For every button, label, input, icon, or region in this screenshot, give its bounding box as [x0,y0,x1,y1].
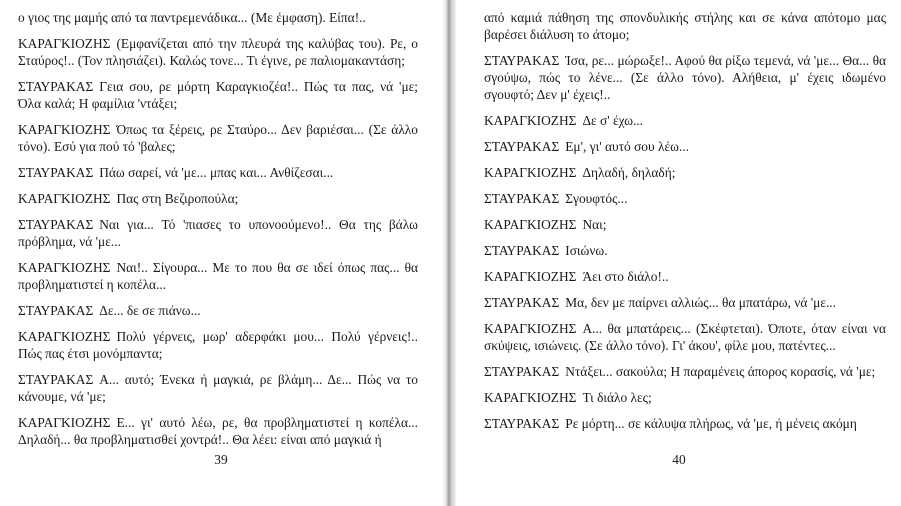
dialogue-paragraph [18,9,418,26]
dialogue-text: Εμ', γι' αυτό σου λέω... [565,139,689,154]
dialogue-paragraph [484,138,886,155]
dialogue-paragraph [18,216,418,250]
dialogue-paragraph [484,9,886,43]
dialogue-paragraph [484,415,886,432]
dialogue-paragraph [484,363,886,380]
left-page-text [18,9,418,457]
page-number-left: 39 [214,452,228,467]
dialogue-paragraph [18,121,418,155]
speaker-name: ΣΤΑΥΡΑΚΑΣ [484,243,560,258]
dialogue-text: Ντάξει... σακούλα; Η παραμένεις άπορος κορασίς, νά 'με; [565,364,876,379]
dialogue-text: Γεια σου, ρε μόρτη Καραγκιοζέα!.. Πώς τα πας, νά 'με; Όλα καλά; Η φαμίλια 'ντάξει; [18,79,418,111]
speaker-name: ΚΑΡΑΓΚΙΟΖΗΣ [484,165,577,180]
dialogue-text: (Εμφανίζεται από την πλευρά της καλύβας του). Ρε, ο Σταύρος!.. (Τον πλησιάζει). Καλώς τονε... Τι έγινε, ρε παλιομακαντάση; [18,36,418,68]
book-gutter [442,0,457,506]
speaker-name: ΚΑΡΑΓΚΙΟΖΗΣ [18,122,111,137]
dialogue-text: Μα, δεν με παίρνει αλλιώς... θα μπατάρω, νά 'με... [565,295,836,310]
dialogue-text: από καμιά πάθηση της σπονδυλικής στήλης και σε κάνα απότομο μας βαρέσει διάλυση το άτομο; [484,10,886,42]
dialogue-text: Σγουφτός... [565,191,628,206]
dialogue-text: Ε... γι' αυτό λέω, ρε, θα προβληματιστεί η κοπέλα... Δηλαδή... θα προβληματισθεί χοντρά!.. Θα λέει: είναι από μαγκιά ή [18,415,418,447]
dialogue-paragraph [18,78,418,112]
dialogue-paragraph [484,242,886,259]
speaker-name: ΣΤΑΥΡΑΚΑΣ [18,372,94,387]
dialogue-paragraph [484,112,886,129]
dialogue-paragraph [18,414,418,448]
dialogue-text: Α... αυτό; Ένεκα ή μαγκιά, ρε βλάμη... Δε... Πώς να το κάνουμε, νά 'με; [18,372,418,404]
dialogue-paragraph [484,164,886,181]
dialogue-text: Δε... δε σε πιάνω... [99,303,201,318]
speaker-name: ΣΤΑΥΡΑΚΑΣ [484,416,560,431]
right-page-text [484,9,886,441]
dialogue-text: Ναι!.. Σίγουρα... Με το που θα σε ιδεί όπως πας... θα προβληματιστεί η κοπέλα... [18,260,418,292]
dialogue-paragraph [484,216,886,233]
speaker-name: ΚΑΡΑΓΚΙΟΖΗΣ [484,113,577,128]
dialogue-paragraph [484,52,886,103]
dialogue-text: Δηλαδή, δηλαδή; [582,165,676,180]
dialogue-text: Πολύ γέρνεις, μωρ' αδερφάκι μου... Πολύ γέρνεις!.. Πώς πας έτσι μονόμπαντα; [18,329,418,361]
speaker-name: ΣΤΑΥΡΑΚΑΣ [484,364,560,379]
speaker-name: ΚΑΡΑΓΚΙΟΖΗΣ [18,36,111,51]
speaker-name: ΣΤΑΥΡΑΚΑΣ [18,217,94,232]
dialogue-text: Τι διάλο λες; [582,390,652,405]
dialogue-paragraph [484,320,886,354]
speaker-name: ΣΤΑΥΡΑΚΑΣ [484,139,560,154]
speaker-name: ΚΑΡΑΓΚΙΟΖΗΣ [484,321,577,336]
speaker-name: ΣΤΑΥΡΑΚΑΣ [18,79,94,94]
speaker-name: ΣΤΑΥΡΑΚΑΣ [484,295,560,310]
dialogue-paragraph [18,259,418,293]
dialogue-text: Ναι για... Τό 'πιασες το υπονοούμενο!.. Θα της βάλω πρόβλημα, νά 'με... [18,217,418,249]
dialogue-text: Άει στο διάλο!.. [582,269,669,284]
dialogue-text: Πας στη Βεζιροπούλα; [116,191,239,206]
speaker-name: ΚΑΡΑΓΚΙΟΖΗΣ [18,329,111,344]
speaker-name: ΣΤΑΥΡΑΚΑΣ [18,165,94,180]
right-page [457,0,901,506]
dialogue-text: Ναι; [582,217,607,232]
speaker-name: ΣΤΑΥΡΑΚΑΣ [484,191,560,206]
dialogue-text: ο γιος της μαμής από τα παντρεμενάδικα... (Με έμφαση). Είπα!.. [18,10,366,25]
dialogue-paragraph [18,302,418,319]
speaker-name: ΚΑΡΑΓΚΙΟΖΗΣ [484,217,577,232]
dialogue-paragraph [18,35,418,69]
dialogue-paragraph [484,268,886,285]
dialogue-text: Πάω σαρεί, νά 'με... μπας και... Ανθίζεσαι... [99,165,334,180]
speaker-name: ΚΑΡΑΓΚΙΟΖΗΣ [18,415,111,430]
speaker-name: ΚΑΡΑΓΚΙΟΖΗΣ [484,269,577,284]
dialogue-paragraph [484,389,886,406]
page-number-right: 40 [672,452,686,467]
dialogue-paragraph [18,371,418,405]
speaker-name: ΚΑΡΑΓΚΙΟΖΗΣ [18,191,111,206]
dialogue-text: Α... θα μπατάρεις... (Σκέφτεται). Όποτε, όταν είναι να σκύψεις, ισιώνεις. (Σε άλλο τόνο). Γι' άκου', φίλε μου, πατέντες... [484,321,886,353]
speaker-name: ΣΤΑΥΡΑΚΑΣ [18,303,94,318]
left-page [0,0,442,506]
dialogue-text: Ίσα, ρε... μώρωξε!.. Αφού θα ρίξω τεμενά, νά 'με... Θα... θα σγούψω, πώς το λένε... (Σε άλλο τόνο). Αλήθεια, μ' έχεις ιδωμένο σγουφτό; Δεν μ' έχεις!.. [484,53,886,102]
dialogue-text: Ισιώνω. [565,243,608,258]
dialogue-text: Ρε μόρτη... σε κάλυψα πλήρως, νά 'με, ή μένεις ακόμη [565,416,857,431]
dialogue-paragraph [484,294,886,311]
speaker-name: ΣΤΑΥΡΑΚΑΣ [484,53,560,68]
dialogue-text: Όπως τα ξέρεις, ρε Σταύρο... Δεν βαριέσαι... (Σε άλλο τόνο). Εσύ για πού τό 'βαλες; [18,122,418,154]
dialogue-paragraph [18,328,418,362]
speaker-name: ΚΑΡΑΓΚΙΟΖΗΣ [18,260,111,275]
dialogue-paragraph [484,190,886,207]
speaker-name: ΚΑΡΑΓΚΙΟΖΗΣ [484,390,577,405]
dialogue-text: Δε σ' έχω... [582,113,644,128]
dialogue-paragraph [18,164,418,181]
dialogue-paragraph [18,190,418,207]
